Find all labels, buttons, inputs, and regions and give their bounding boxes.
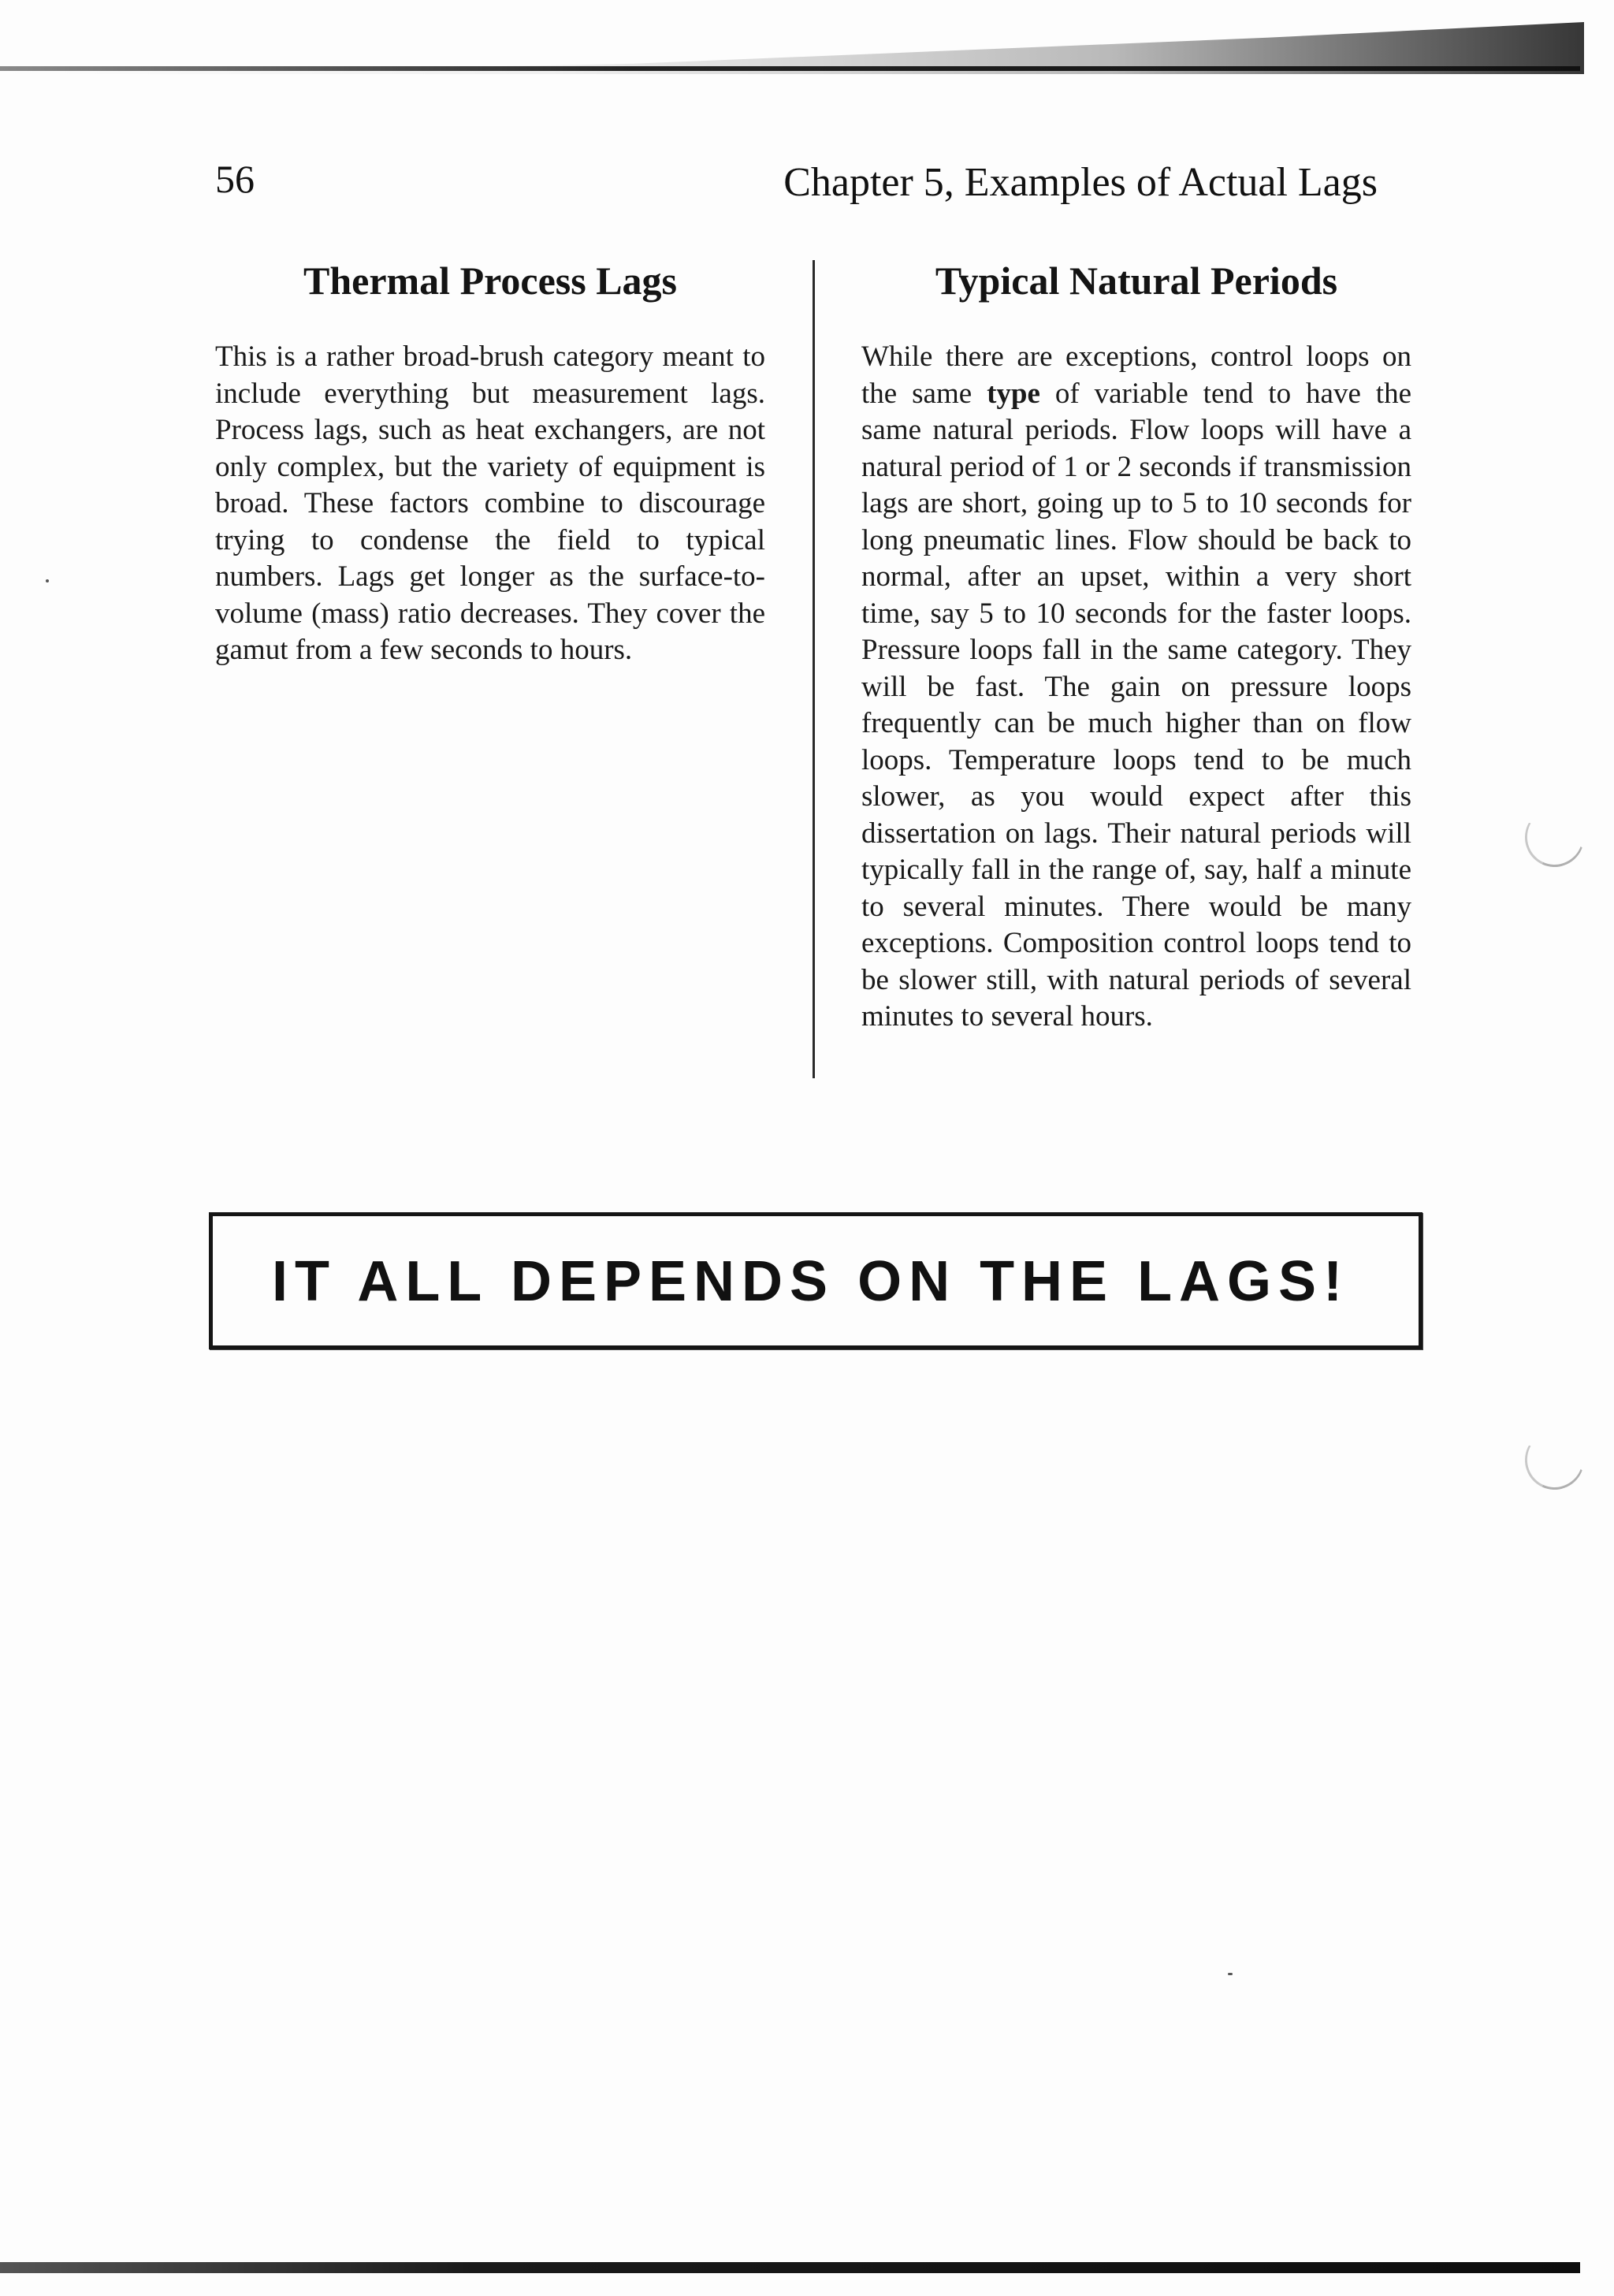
body-text-run: While there are exceptions, control loops on the same (861, 340, 1411, 410)
left-column-body: This is a rather broad-brush category meant to include everything but measurement lags. Process lags, such as heat exchangers, are not only complex, but the variety of equipment is broad. These factors combine to discourage trying to condense the field to typical numbers. Lags get longer as the surface-to-volume (mass) ratio decreases. They cover the gamut from a few seconds to hours. (215, 340, 765, 666)
page-number: 56 (215, 157, 255, 201)
right-column-body (861, 339, 1411, 1036)
scan-edge-line-bottom (0, 2262, 1580, 2273)
callout-box (209, 1212, 1422, 1349)
running-head: Chapter 5, Examples of Actual Lags (783, 160, 1378, 205)
punch-hole-mark (1516, 1422, 1592, 1498)
scan-edge-line-top (0, 66, 1580, 71)
section-heading-typical-natural-periods: Typical Natural Periods (935, 259, 1338, 303)
callout-text: IT ALL DEPENDS ON THE LAGS! (272, 1250, 1350, 1313)
punch-hole-mark (1516, 799, 1592, 875)
section-heading-thermal-process-lags: Thermal Process Lags (303, 259, 678, 303)
scan-speck (1228, 1973, 1233, 1975)
right-column (861, 251, 1411, 1033)
left-column (215, 251, 765, 666)
scan-speck (46, 579, 49, 582)
emphasis-type: type (987, 377, 1040, 410)
column-divider (813, 260, 815, 1078)
body-text-run: of variable tend to have the same natural periods. Flow loops will have a natural period of 1 or 2 seconds if transmission lags are short, going up to 5 to 10 seconds for long pneumatic lines. Flow should be back to normal, after an upset, within a very short time, say 5 to 10 seconds for the faster loops. Pressure loops fall in the same category. They will be fast. The gain on pressure loops frequently can be much higher than on flow loops. Temperature loops tend to be much slower, as you would expect after this dissertation on lags. Their natural periods will typically fall in the range of, say, half a minute to several minutes. There would be many exceptions. Composition control loops tend to be slower still, with natural periods of several minutes to several hours. (861, 377, 1411, 1033)
